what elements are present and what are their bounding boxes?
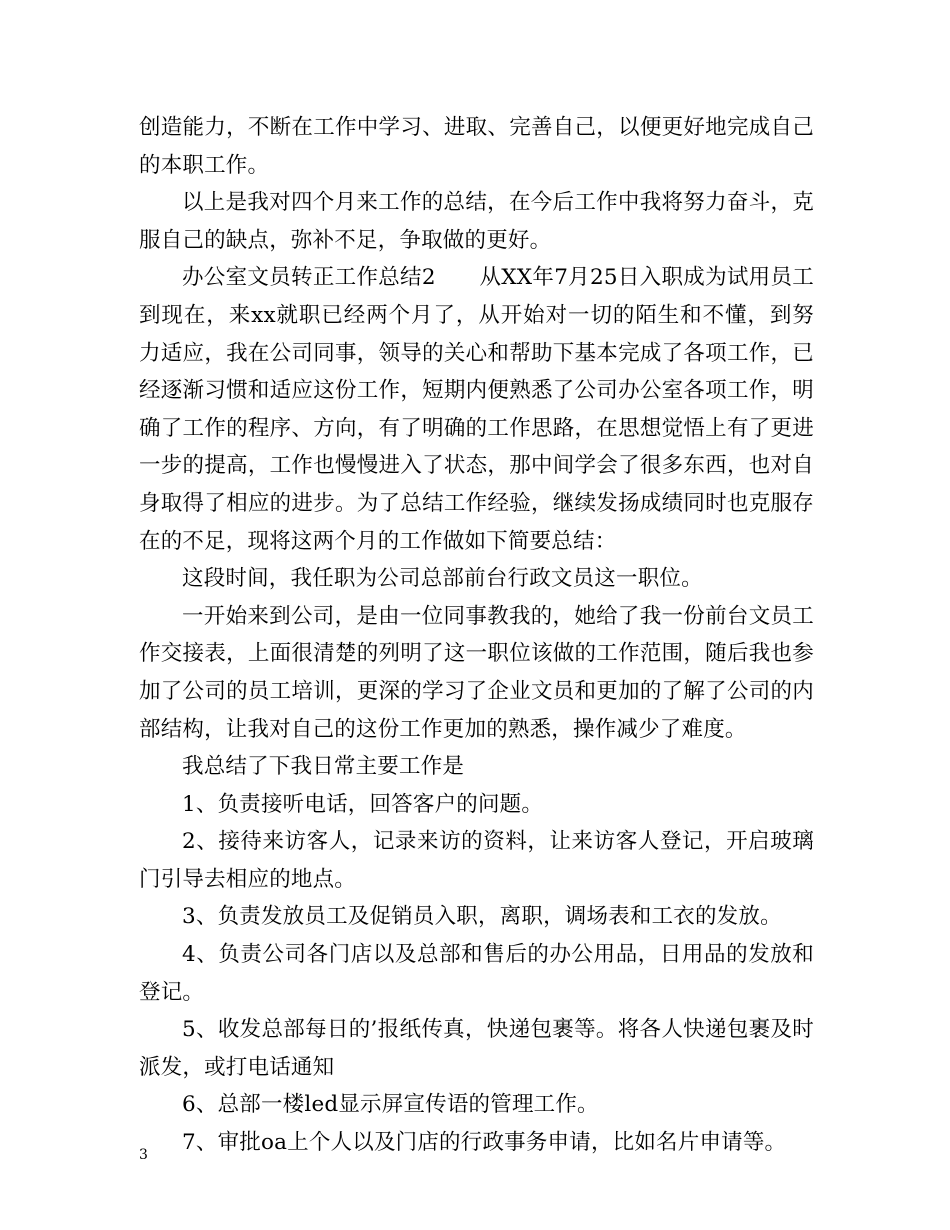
list-item-2: 2、接待来访客人，记录来访的资料，让来访客人登记，开启玻璃门引导去相应的地点。 xyxy=(139,829,814,892)
list-item-5: 5、收发总部每日的’报纸传真，快递包裹等。将各人快递包裹及时派发，或打电话通知 xyxy=(139,1017,814,1080)
paragraph-4: 这段时间，我任职为公司总部前台行政文员这一职位。 xyxy=(182,566,703,592)
paragraph-2: 以上是我对四个月来工作的总结，在今后工作中我将努力奋斗，克服自己的缺点，弥补不足，争取做的更好。 xyxy=(139,190,814,253)
list-item-3: 3、负责发放员工及促销员入职，离职，调场表和工衣的发放。 xyxy=(182,904,782,930)
page-number: 3 xyxy=(139,1147,148,1163)
paragraph-6: 我总结了下我日常主要工作是 xyxy=(182,754,465,780)
paragraph-5: 一开始来到公司，是由一位同事教我的，她给了我一份前台文员工作交接表，上面很清楚的列明了这一职位该做的工作范围，随后我也参加了公司的员工培训，更深的学习了企业文员和更加的了解了公司的内部结构，让我对自己的这份工作更加的熟悉，操作减少了难度。 xyxy=(139,603,814,742)
list-item-7: 7、审批oa上个人以及门店的行政事务申请，比如名片申请等。 xyxy=(182,1130,787,1156)
list-item-1: 1、负责接听电话，回答客户的问题。 xyxy=(182,791,544,817)
list-item-6: 6、总部一楼led显示屏宣传语的管理工作。 xyxy=(182,1092,599,1118)
paragraph-3: 办公室文员转正工作总结2 从XX年7月25日入职成为试用员工到现在，来xx就职已经两个月了，从开始对一切的陌生和不懂，到努力适应，我在公司同事，领导的关心和帮助下基本完成了各项工作，已经逐渐习惯和适应这份工作，短期内便熟悉了公司办公室各项工作，明确了工作的程序、方向，有了明确的工作思路，在思想觉悟上有了更进一步的提高，工作也慢慢进入了状态，那中间学会了很多东西，也对自身取得了相应的进步。为了总结工作经验，继续发扬成绩同时也克服存在的不足，现将这两个月的工作做如下简要总结： xyxy=(139,265,814,554)
document-body xyxy=(139,109,814,1162)
paragraph-1: 创造能力，不断在工作中学习、进取、完善自己，以便更好地完成自己的本职工作。 xyxy=(139,115,814,178)
list-item-4: 4、负责公司各门店以及总部和售后的办公用品，日用品的发放和登记。 xyxy=(139,942,814,1005)
